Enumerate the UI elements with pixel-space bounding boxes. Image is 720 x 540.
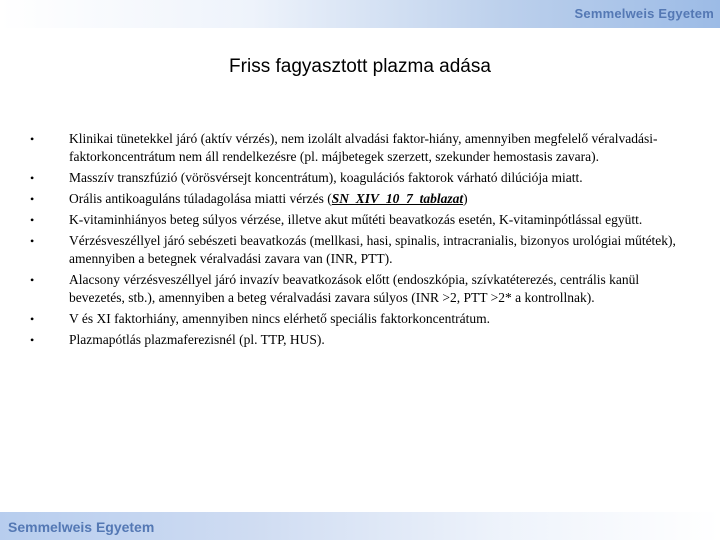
bullet-icon: • (30, 171, 35, 185)
bullet-icon: • (30, 333, 35, 347)
list-item-text: Alacsony vérzésveszéllyel járó invazív beavatkozások előtt (endoszkópia, szívkatéterezés, centrális kanül bevezetés, stb.), amennyiben a beteg véralvadási zavara súlyos (INR >2, PTT >2* a kontrollnak). (69, 272, 640, 305)
list-item-text-before: Orális antikoaguláns túladagolása miatti vérzés ( (69, 191, 332, 206)
bullet-icon: • (30, 213, 35, 227)
list-item (30, 130, 690, 166)
list-item-text: Plazmapótlás plazmaferezisnél (pl. TTP, HUS). (69, 332, 325, 347)
list-item (30, 271, 690, 307)
list-item (30, 331, 690, 349)
list-item-text-after: ) (463, 191, 468, 206)
list-item-text: Vérzésveszéllyel járó sebészeti beavatkozás (mellkasi, hasi, spinalis, intracranialis, bizonyos urológiai műtétek), amennyiben a betegnek véralvadási zavara van (INR, PTT). (69, 233, 676, 266)
list-item-text: Masszív transzfúzió (vörösvérsejt koncentrátum), koagulációs faktorok várható dilúciója miatt. (69, 170, 583, 185)
bullet-icon: • (30, 273, 35, 287)
list-item (30, 211, 690, 229)
list-item-text: K-vitaminhiányos beteg súlyos vérzése, illetve akut műtéti beavatkozás esetén, K-vitaminpótlással együtt. (69, 212, 643, 227)
list-item (30, 169, 690, 187)
bullet-list (30, 130, 690, 352)
bullet-icon: • (30, 192, 35, 206)
footer-bar (0, 512, 720, 540)
bullet-icon: • (30, 132, 35, 146)
table-reference-link[interactable]: SN_XIV_10_7_tablazat (331, 191, 464, 206)
list-item-text: V és XI faktorhiány, amennyiben nincs elérhető speciális faktorkoncentrátum. (69, 311, 490, 326)
list-item (30, 232, 690, 268)
bullet-icon: • (30, 312, 35, 326)
header-brand: Semmelweis Egyetem (574, 6, 714, 21)
slide-title: Friss fagyasztott plazma adása (229, 56, 491, 77)
list-item (30, 310, 690, 328)
list-item (30, 190, 690, 208)
list-item-text: Klinikai tünetekkel járó (aktív vérzés), nem izolált alvadási faktor-hiány, amennyiben megfelelő véralvadási-faktorkoncentrátum nem áll rendelkezésre (pl. májbetegek szerzett, szekunder hemostasis zavara). (69, 131, 658, 164)
footer-brand: Semmelweis Egyetem (8, 519, 155, 535)
header-bar (0, 0, 720, 28)
bullet-icon: • (30, 234, 35, 248)
